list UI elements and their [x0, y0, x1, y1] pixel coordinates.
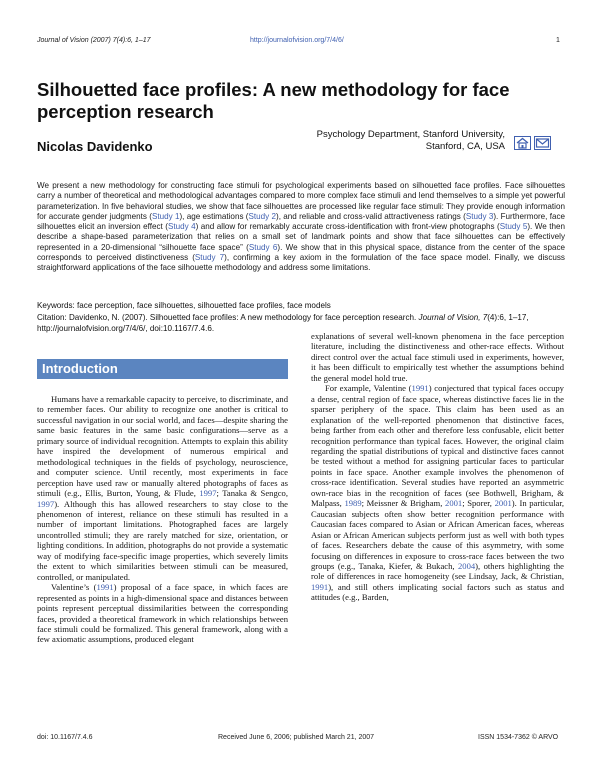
paragraph: explanations of several well-known phenomena in the face perception literature, including the distinctiveness and other-race effects. Without direct control over the actual face stimuli used in experiments, however, it has been difficult to empirically test whether the assumptions behind the general model hold true. — [311, 331, 564, 383]
citation-link[interactable]: 1991 — [96, 582, 114, 593]
affiliation-line-1: Psychology Department, Stanford University, — [316, 129, 505, 140]
footer-issn: ISSN 1534-7362 © ARVO — [478, 734, 559, 741]
section-heading: Introduction — [42, 361, 118, 376]
affiliation — [290, 129, 505, 153]
footer-dates: Received June 6, 2006; published March 21, 2007 — [218, 734, 375, 741]
study-6-link[interactable]: Study 6 — [248, 242, 278, 252]
citation-link[interactable]: 1997 — [37, 498, 55, 509]
footer-doi: doi: 10.1167/7.4.6 — [37, 734, 93, 741]
paragraph: For example, Valentine (1991) conjectured that typical faces occupy a dense, central region of face space, whereas distinctive faces lie in the sparser periphery of the space. This claim has been used as an explanation of the well-reported phenomenon that distinctive faces, being farther from each other and therefore less confusable, elicit better recognition performance than typical faces. However, the original claim regarding the spatial distributions of typical and distinctive faces cannot be tested without a method for assigning particular faces to particular points in face space. Another example involves the phenomenon of cross-race identification. Several studies have reported an asymmetric own-race bias in the recognition of faces (see Bothwell, Brigham, & Malpass, 1989; Meissner & Brigham, 2001; Sporer, 2001). In particular, Caucasian subjects often show better recognition performance with Caucasian faces compared to Asian or African American faces, whereas Asian or African American subjects perform just as well with both types of faces. Researchers debate the cause of this asymmetry, with some focusing on differences in exposure to cross-race faces between the two groups (e.g., Tanaka, Kiefer, & Bukach, 2004), others highlighting the role of differences in race homogeneity (see Lindsay, Jack, & Christian, 1991), and still others implicating social factors such as status and attitudes (e.g., Barden, — [311, 383, 564, 603]
study-2-link[interactable]: Study 2 — [248, 211, 277, 221]
affiliation-icons — [514, 136, 551, 150]
study-3-link[interactable]: Study 3 — [465, 211, 494, 221]
study-7-link[interactable]: Study 7 — [194, 253, 225, 263]
citation-journal: Journal of Vision, 7 — [418, 313, 488, 322]
citation-link[interactable]: 1991 — [411, 383, 429, 394]
page-number: 1 — [556, 37, 560, 44]
paragraph: Valentine’s (1991) proposal of a face space, in which faces are represented as points in a high-dimensional space and distances between points represent perceptual dissimilarities between the corresponding faces, provided a theoretical framework in which relationships between face stimuli could be formalized. This general framework, along with a few axiomatic assumptions, produced elegant — [37, 582, 288, 645]
study-4-link[interactable]: Study 4 — [167, 222, 196, 232]
right-column — [311, 331, 564, 603]
journal-reference: Journal of Vision (2007) 7(4):6, 1–17 — [37, 37, 151, 44]
citation-link[interactable]: 2001 — [494, 498, 512, 509]
citation: Citation: Davidenko, N. (2007). Silhouetted face profiles: A new methodology for face perception research. Journal of Vision, 7(4):6, 1–17, http://journalofvision.org/7/4/6/, doi:10.1167/7.4.6. — [37, 313, 529, 333]
abstract: We present a new methodology for constructing face stimuli for psychological experiments based on silhouetted face profiles. Face silhouettes carry a number of theoretical and methodological advantages compared to more complex face stimuli and lend themselves to a simple yet powerful parameterization. In five behavioral studies, we show that face silhouettes are processed like regular face stimuli: They provide enough information for accurate gender judgments (Study 1), age estimations (Study 2), and reliable and cross-valid attractiveness ratings (Study 3). Furthermore, face silhouettes elicit an inversion effect (Study 4) and allow for remarkably accurate cross-identification with front-view photographs (Study 5). We then describe a shape-based parameterization that relies on a small set of landmark points and show that face silhouettes can be effectively represented in a 20-dimensional “silhouette face space” (Study 6). We show that in this physical space, distance from the center of the space corresponds to perceived distinctiveness (Study 7), confirming a key axiom in the formulation of the face space model. Finally, we discuss straightforward applications of the face silhouette methodology and address some limitations. — [37, 181, 565, 273]
article-title: Silhouetted face profiles: A new methodology for face perception research — [37, 79, 510, 122]
study-5-link[interactable]: Study 5 — [499, 222, 528, 232]
article-url-link[interactable]: http://journalofvision.org/7/4/6/ — [250, 37, 344, 44]
citation-link[interactable]: 2004 — [457, 560, 476, 571]
left-column — [37, 394, 288, 645]
study-1-link[interactable]: Study 1 — [151, 211, 180, 221]
homepage-icon[interactable] — [514, 136, 531, 150]
keywords: Keywords: face perception, face silhouettes, silhouetted face profiles, face models — [37, 301, 331, 310]
citation-link[interactable]: 1991 — [311, 581, 329, 592]
affiliation-line-2: Stanford, CA, USA — [425, 141, 505, 152]
citation-link[interactable]: 1997 — [199, 488, 217, 499]
paragraph: Humans have a remarkable capacity to perceive, to discriminate, and to remember faces. Our ability to recognize one another is critical to successful navigation in our social world, and faces—despite sharing the same basic features in the same basic configurations—serve as a primary source of individual recognition. Attempts to explain this ability have inspired the development of numerous empirical and methodological techniques in the fields of psychology, neuroscience, and computer science. Until recently, most experiments in face perception have used raw or manually altered photographs of faces as stimuli (e.g., Ellis, Burton, Young, & Flude, 1997; Tanaka & Sengco, 1997). Although this has allowed researchers to stay close to the phenomenon of interest, reliance on these stimuli has resulted in a number of important limitations. Photographed faces are largely uncontrolled stimuli; they are rarely matched for size, orientation, or lighting conditions. In addition, photographs do not provide a systematic way of modifying face-specific image properties, which severely limits the extent to which similarities between stimuli can be measured, controlled, or manipulated. — [37, 394, 288, 582]
email-icon[interactable] — [534, 136, 551, 150]
citation-link[interactable]: 2001 — [445, 498, 463, 509]
citation-link[interactable]: 1989 — [344, 498, 362, 509]
author-name: Nicolas Davidenko — [37, 139, 153, 154]
